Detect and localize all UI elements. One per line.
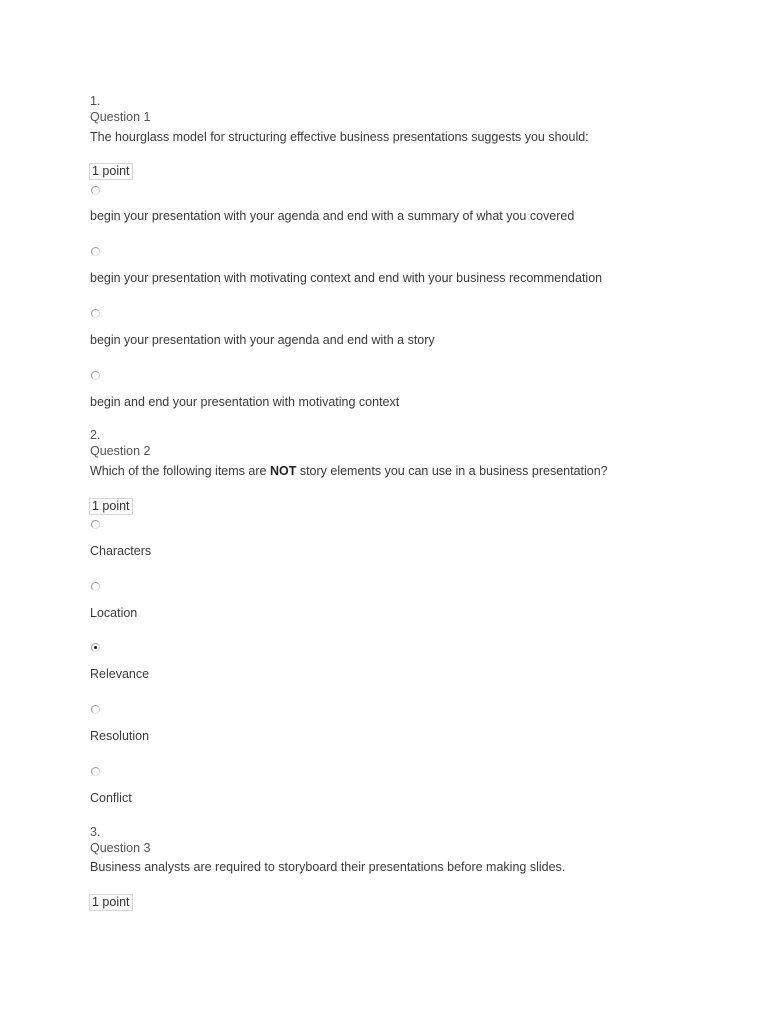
radio-button[interactable] [91, 186, 100, 195]
question-number: 2. [90, 428, 101, 442]
option-label[interactable]: Conflict [90, 791, 132, 805]
option-label[interactable]: begin your presentation with your agenda and end with a story [90, 333, 435, 347]
question-prompt [90, 129, 589, 145]
prompt-text: The hourglass model for structuring effective business presentations suggests you should: [90, 130, 589, 144]
prompt-emphasis: NOT [269, 464, 297, 478]
points-badge: 1 point [89, 163, 133, 180]
radio-button[interactable] [91, 520, 100, 529]
question-number: 3. [90, 825, 101, 839]
question-number: 1. [90, 94, 101, 108]
question-label: Question 2 [90, 444, 151, 458]
option-label[interactable]: Characters [90, 544, 152, 558]
radio-button[interactable] [91, 309, 100, 318]
prompt-text: Business analysts are required to storyboard their presentations before making slides. [90, 860, 566, 874]
radio-button[interactable] [91, 582, 100, 591]
prompt-text: Which of the following items are [90, 464, 270, 478]
points-badge: 1 point [89, 498, 133, 515]
option-label[interactable]: begin your presentation with motivating context and end with your business recommendation [90, 271, 603, 285]
radio-button[interactable] [91, 247, 100, 256]
radio-button[interactable] [91, 705, 100, 714]
question-prompt [90, 859, 565, 875]
prompt-text-end: story elements you can use in a business presentation? [296, 464, 608, 478]
question-label: Question 1 [90, 110, 151, 124]
radio-button-selected[interactable] [91, 643, 100, 652]
option-label[interactable]: Relevance [90, 667, 150, 681]
option-label[interactable]: begin and end your presentation with motivating context [90, 395, 400, 409]
points-badge: 1 point [89, 894, 133, 911]
option-label[interactable]: begin your presentation with your agenda and end with a summary of what you covered [90, 209, 575, 223]
radio-button[interactable] [91, 371, 100, 380]
question-prompt [90, 463, 608, 479]
option-label[interactable]: Resolution [90, 729, 150, 743]
radio-button[interactable] [91, 767, 100, 776]
option-label[interactable]: Location [90, 606, 138, 620]
question-label: Question 3 [90, 841, 151, 855]
